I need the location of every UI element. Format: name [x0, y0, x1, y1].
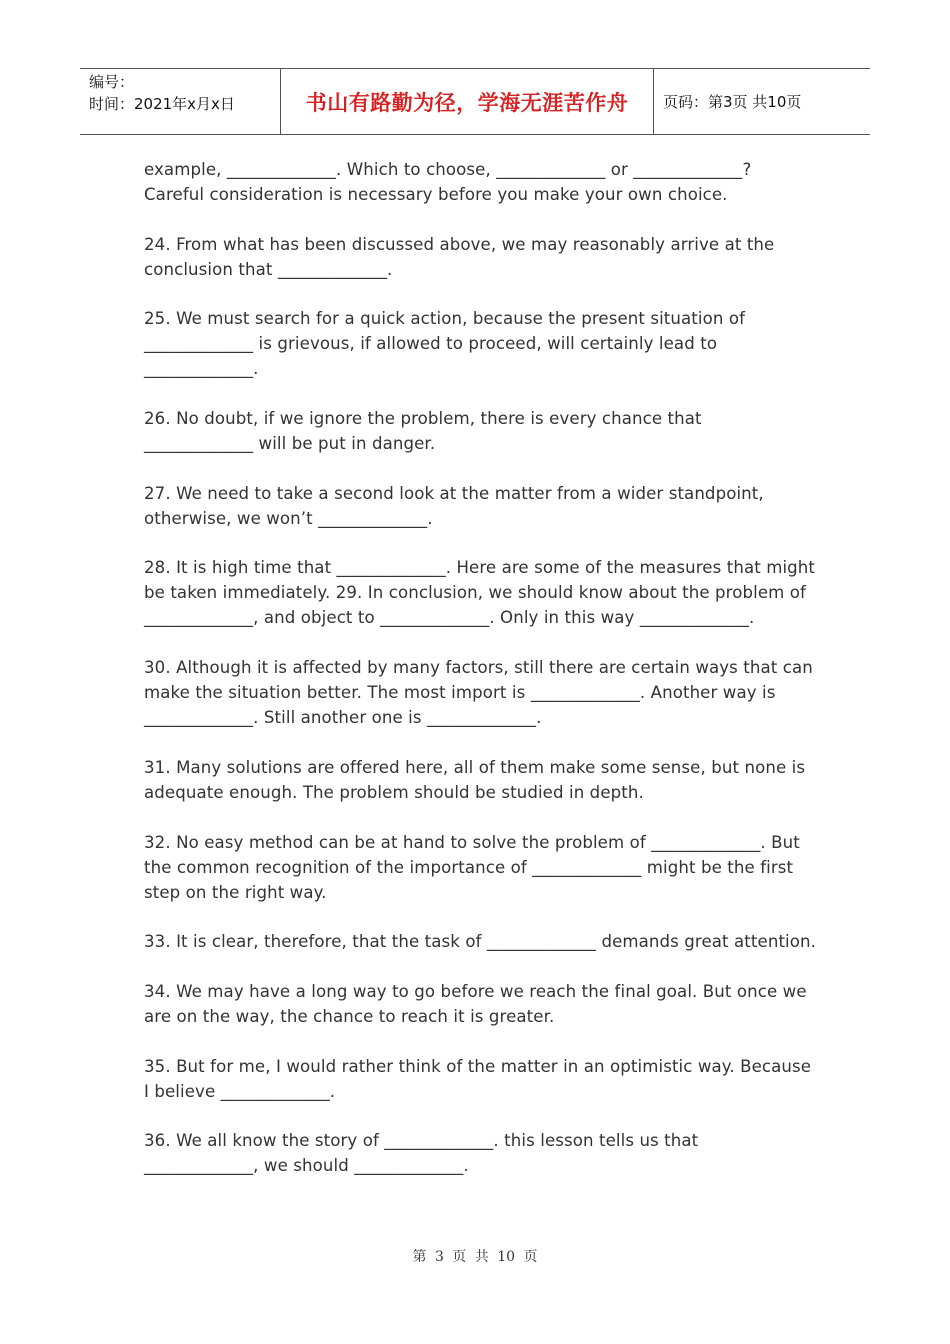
header-motto-cell — [281, 69, 654, 134]
page-header — [80, 68, 870, 135]
header-page-info: 页码：第3页 共10页 — [663, 93, 802, 111]
paragraph: 33. It is clear, therefore, that the task of _____________ demands great attention. — [144, 932, 817, 952]
time-label: 时间：2021年x月x日 — [89, 95, 235, 113]
header-meta — [80, 69, 281, 134]
paragraph: 28. It is high time that _____________. Here are some of the measures that might be taken immediately. 29. In conclusion, we should know about the problem of _____________, and object to _____________. Only in this way _____________. — [144, 558, 816, 628]
paragraph: 26. No doubt, if we ignore the problem, there is every chance that _____________ will be put in danger. — [144, 409, 702, 454]
paragraph: 25. We must search for a quick action, because the present situation of _____________ is grievous, if allowed to proceed, will certainly lead to _____________. — [144, 309, 746, 379]
header-motto: 书山有路勤为径，学海无涯苦作舟 — [305, 89, 629, 115]
document-body — [144, 157, 816, 1203]
paragraph: 31. Many solutions are offered here, all of them make some sense, but none is adequate enough. The problem should be studied in depth. — [144, 757, 806, 802]
paragraph: 32. No easy method can be at hand to solve the problem of _____________. But the common recognition of the importance of _____________ might be the first step on the right way. — [144, 832, 800, 902]
paragraph: 24. From what has been discussed above, we may reasonably arrive at the conclusion that _____________. — [144, 234, 775, 279]
paragraph: 27. We need to take a second look at the matter from a wider standpoint, otherwise, we won’t _____________. — [144, 483, 764, 528]
paragraph: 36. We all know the story of _____________. this lesson tells us that _____________, we should _____________. — [144, 1131, 699, 1176]
number-label: 编号： — [89, 73, 135, 91]
paragraph: 30. Although it is affected by many factors, still there are certain ways that can make the situation better. The most import is _____________. Another way is _____________. Still another one is _____________. — [144, 658, 813, 728]
paragraph: example, _____________. Which to choose, _____________ or _____________? Careful consideration is necessary before you make your own choice. — [144, 160, 752, 204]
page-footer: 第 3 页 共 10 页 — [412, 1249, 538, 1265]
paragraph: 34. We may have a long way to go before we reach the final goal. But once we are on the way, the chance to reach it is greater. — [144, 981, 807, 1026]
paragraph: 35. But for me, I would rather think of the matter in an optimistic way. Because I believe _____________. — [144, 1056, 812, 1101]
